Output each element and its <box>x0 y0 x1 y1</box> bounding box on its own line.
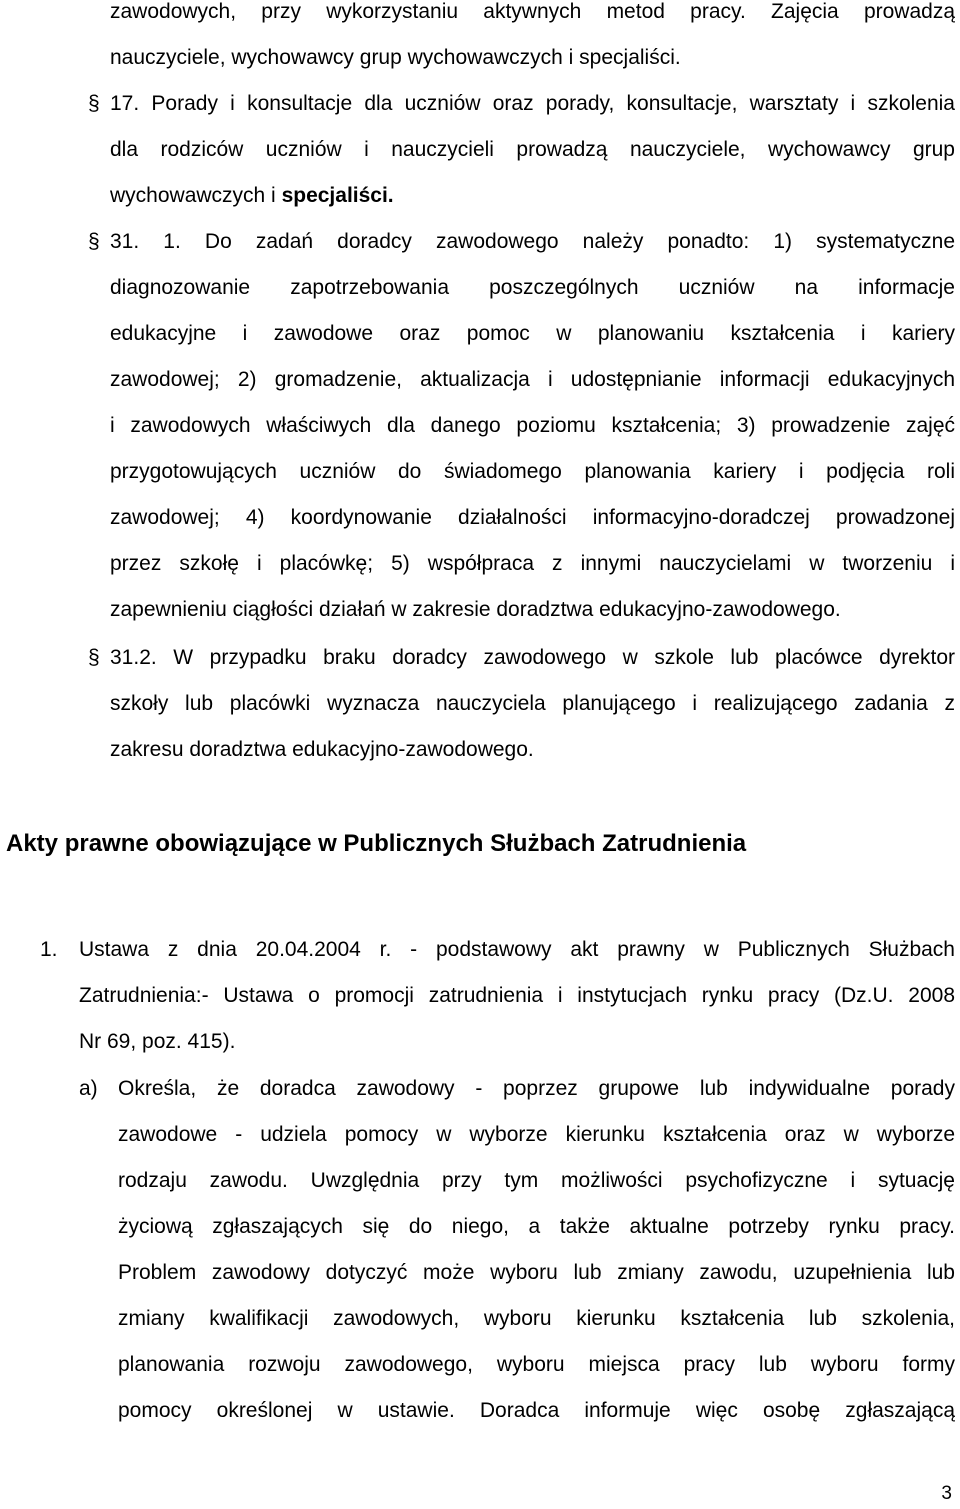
text-line: dla rodziców uczniów i nauczycieli prowadzą nauczyciele, wychowawcy grup <box>110 138 955 161</box>
text-line: przez szkołę i placówkę; 5) współpraca z innymi nauczycielami w tworzeniu i <box>110 552 955 575</box>
text-line <box>110 173 955 219</box>
text-line: zmiany kwalifikacji zawodowych, wyboru kierunku kształcenia lub szkolenia, <box>118 1307 955 1330</box>
text-line: nauczyciele, wychowawcy grup wychowawczych i specjaliści. <box>110 46 681 69</box>
text-line: zapewnieniu ciągłości działań w zakresie doradztwa edukacyjno-zawodowego. <box>110 598 841 621</box>
text-line: zawodowych, przy wykorzystaniu aktywnych metod pracy. Zajęcia prowadzą <box>110 0 955 23</box>
text-span: 31. 1. Do zadań doradcy zawodowego należy ponadto: 1) systematyczne <box>110 230 955 253</box>
text-line: Problem zawodowy dotyczyć może wyboru lub zmiany zawodu, uzupełnienia lub <box>118 1261 955 1284</box>
section-marker: § <box>88 230 100 253</box>
text-line: rodzaju zawodu. Uwzględnia przy tym możliwości psychofizyczne i sytuację <box>118 1169 955 1192</box>
text-line: życiową zgłaszających się do niego, a także aktualne potrzeby rynku pracy. <box>118 1215 955 1238</box>
text-span: 17. Porady i konsultacje dla uczniów oraz porady, konsultacje, warsztaty i szkolenia <box>110 92 955 115</box>
paragraph-31-2 <box>88 635 955 773</box>
text-line: Określa, że doradca zawodowy - poprzez grupowe lub indywidualne porady <box>118 1077 955 1100</box>
text-line: planowania rozwoju zawodowego, wyboru miejsca pracy lub wyboru formy <box>118 1353 955 1376</box>
text-line: Ustawa z dnia 20.04.2004 r. - podstawowy akt prawny w Publicznych Służbach <box>79 938 955 961</box>
list-item-a <box>118 1066 955 1434</box>
text-line: zawodowej; 2) gromadzenie, aktualizacja i udostępnianie informacji edukacyjnych <box>110 368 955 391</box>
list-item-1-number: 1. <box>40 938 58 961</box>
list-item-1 <box>79 927 955 1065</box>
text-line: Nr 69, poz. 415). <box>79 1030 236 1053</box>
text-line: zakresu doradztwa edukacyjno-zawodowego. <box>110 738 534 761</box>
list-item-a-letter: a) <box>79 1077 98 1100</box>
text-line: szkoły lub placówki wyznacza nauczyciela planującego i realizującego zadania z <box>110 692 955 715</box>
paragraph-intro <box>110 0 955 81</box>
text-span: 31.2. W przypadku braku doradcy zawodowego w szkole lub placówce dyrektor <box>110 646 955 669</box>
section-heading: Akty prawne obowiązujące w Publicznych Służbach Zatrudnienia <box>6 830 747 857</box>
text-line: Zatrudnienia:- Ustawa o promocji zatrudnienia i instytucjach rynku pracy (Dz.U. 2008 <box>79 984 955 1007</box>
bold-text: specjaliści. <box>281 184 394 207</box>
text-line: edukacyjne i zawodowe oraz pomoc w planowaniu kształcenia i kariery <box>110 322 955 345</box>
text-line <box>88 219 955 265</box>
section-marker: § <box>88 92 100 115</box>
text-line <box>88 635 955 681</box>
section-marker: § <box>88 646 100 669</box>
paragraph-17 <box>88 81 955 219</box>
text-line <box>88 81 955 127</box>
paragraph-31-1 <box>88 219 955 633</box>
text-line: zawodowe - udziela pomocy w wyborze kierunku kształcenia oraz w wyborze <box>118 1123 955 1146</box>
page-number: 3 <box>941 1483 952 1504</box>
text-line: zawodowej; 4) koordynowanie działalności informacyjno-doradczej prowadzonej <box>110 506 955 529</box>
text-line: przygotowujących uczniów do świadomego planowania kariery i podjęcia roli <box>110 460 955 483</box>
text-line: diagnozowanie zapotrzebowania poszczególnych uczniów na informacje <box>110 276 955 299</box>
text-line: i zawodowych właściwych dla danego poziomu kształcenia; 3) prowadzenie zajęć <box>110 414 955 437</box>
text-span: wychowawczych i <box>110 184 282 207</box>
text-line: pomocy określonej w ustawie. Doradca informuje więc osobę zgłaszającą <box>118 1399 955 1422</box>
